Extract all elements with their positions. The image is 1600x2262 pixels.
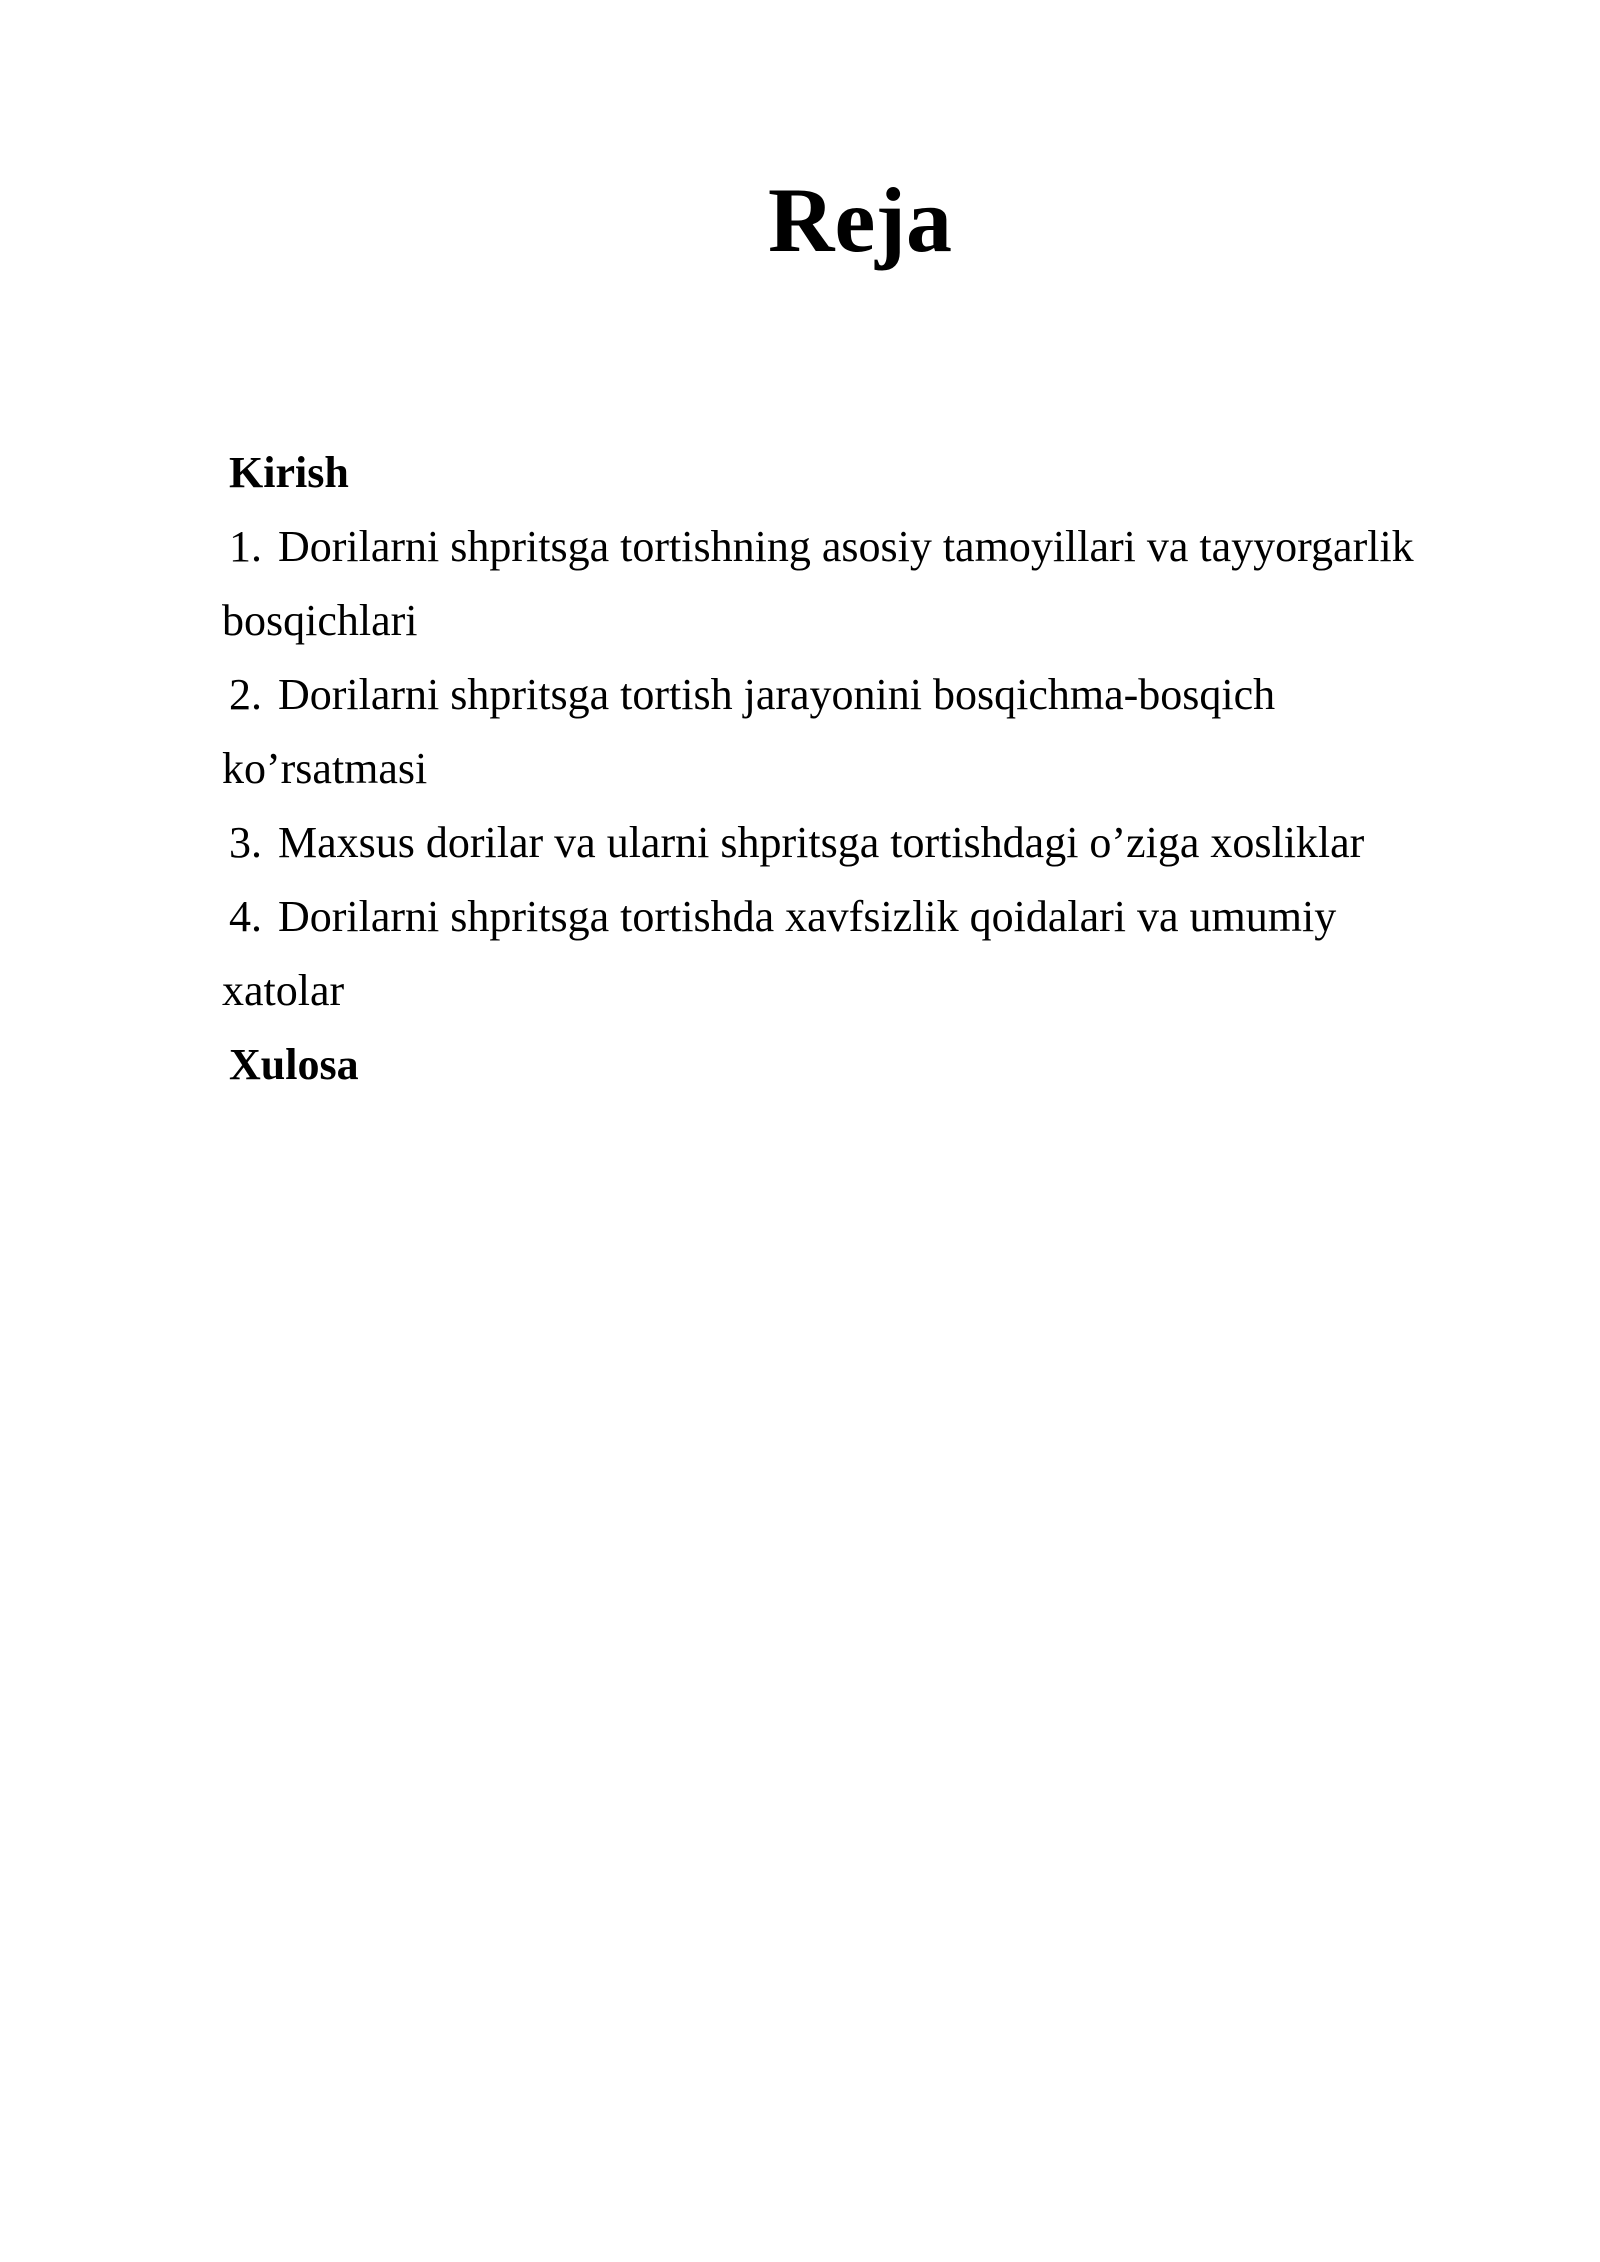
intro-heading: Kirish [229,448,349,497]
plan-item-number: 3. [229,818,262,867]
plan-item-line: Dorilarni shpritsga tortishning asosiy tamoyillari va tayyorgarlik [278,522,1414,571]
plan-item-number: 2. [229,670,262,719]
plan-item-line: Maxsus dorilar va ularni shpritsga tortishdagi o’ziga xosliklar [278,818,1365,867]
plan-item-text [222,880,1489,1028]
plan-item-text [278,806,1489,880]
plan-item-text [222,658,1489,806]
plan-list [222,436,1489,1102]
plan-item-line-continued: bosqichlari [222,596,418,645]
plan-item-3 [229,806,1489,880]
plan-item-line-continued: ko’rsatmasi [222,744,428,793]
plan-item-2 [222,658,1489,806]
page-title: Reja [768,169,952,271]
plan-item-line-continued: xatolar [222,966,345,1015]
plan-item-line: Dorilarni shpritsga tortish jarayonini bosqichma-bosqich [278,670,1276,719]
plan-item-1 [222,510,1489,658]
plan-item-text [222,510,1489,658]
plan-item-number: 4. [229,892,262,941]
plan-item-line: Dorilarni shpritsga tortishda xavfsizlik qoidalari va umumiy [278,892,1337,941]
plan-item-number: 1. [229,522,262,571]
plan-item-4 [222,880,1489,1028]
conclusion-heading: Xulosa [229,1040,359,1089]
